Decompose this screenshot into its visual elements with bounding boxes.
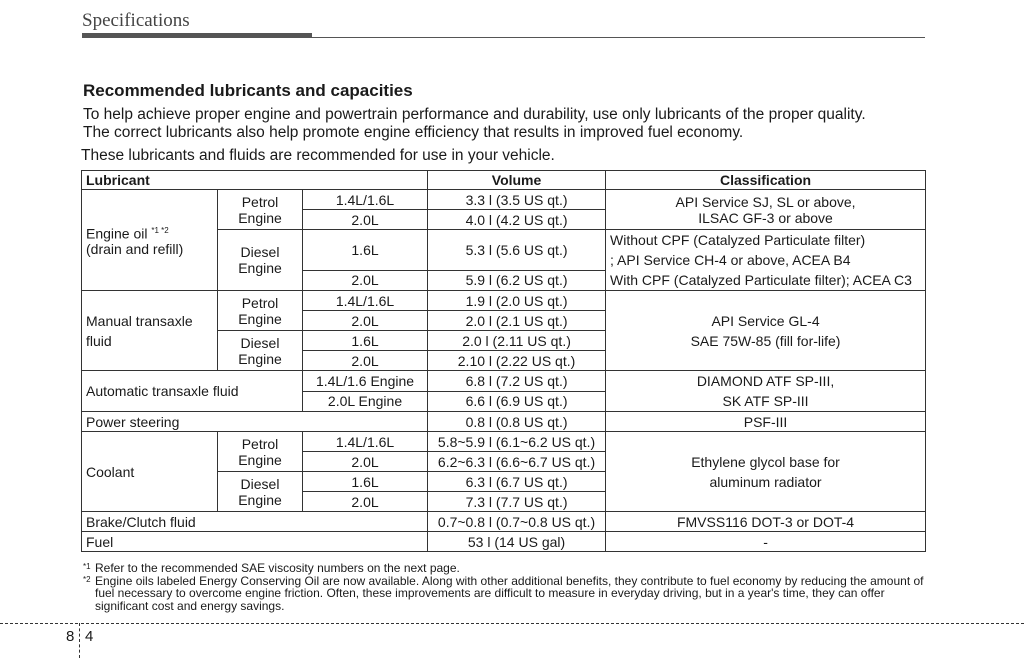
footnote-1: *1 Refer to the recommended SAE viscosity numbers on the next page.	[83, 561, 460, 575]
coolant-diesel: Diesel Engine	[218, 472, 303, 512]
table-row: Engine oil $^{*1 *2}$ (drain and refill) Petrol Engine 1.4L/1.6L 3.3 l (3.5 US qt.) API Service SJ, SL or above, ILSAC GF-3 or above	[82, 190, 926, 210]
table-row: 2.0L 2.10 l (2.22 US qt.)	[82, 351, 926, 371]
footnote-2: *2 Engine oils labeled Energy Conserving Oil are now available. Along with other additional benefits, they contribute to fuel economy by reducing the amount of fuel necessary to overcome engine friction. Often, these improvements are difficult to measure in everyday driving, but in a year's time, they can offer significant cost and energy savings.	[83, 573, 924, 613]
header-volume: Volume	[428, 171, 606, 190]
footnote-marker: *1 *2	[151, 225, 169, 235]
intro-line-1: To help achieve proper engine and powertrain performance and durability, use only lubricants of the proper quality.	[83, 106, 866, 123]
table-row: 2.0L 2.0 l (2.1 US qt.)	[82, 311, 926, 331]
table-row: 2.0L 5.9 l (6.2 US qt.)	[82, 270, 926, 290]
fuel-label: Fuel	[82, 532, 428, 552]
section-title: Recommended lubricants and capacities	[83, 81, 413, 100]
header-lubricant: Lubricant	[82, 171, 428, 190]
brake-clutch-label: Brake/Clutch fluid	[82, 512, 428, 532]
table-row: 2.0L Engine 6.6 l (6.9 US qt.)	[82, 391, 926, 412]
automatic-transaxle-label: Automatic transaxle fluid	[82, 371, 303, 412]
table-row: Fuel 53 l (14 US gal) -	[82, 532, 926, 552]
page-header-title: Specifications	[82, 10, 190, 31]
table-row: Power steering 0.8 l (0.8 US qt.) PSF-III	[82, 412, 926, 432]
engine-oil-petrol-class: API Service SJ, SL or above, ILSAC GF-3 or above	[606, 190, 926, 230]
engine-oil-label: Engine oil $^{*1 *2}$ (drain and refill)	[82, 190, 218, 291]
engine-oil-petrol: Petrol Engine	[218, 190, 303, 230]
header-classification: Classification	[606, 171, 926, 190]
footnote-1-marker: *1	[83, 562, 91, 571]
table-row: 2.0L 6.2~6.3 l (6.6~6.7 US qt.)	[82, 452, 926, 472]
footer-dashed-rule-right	[81, 623, 1024, 624]
table-row: Diesel Engine 1.6L 6.3 l (6.7 US qt.)	[82, 472, 926, 492]
table-row: Diesel Engine 1.6L 5.3 l (5.6 US qt.) Without CPF (Catalyzed Particulate filter) ; API Service CH-4 or above, ACEA B4 With CPF (Catalyzed Particulate filter); ACEA C3	[82, 230, 926, 271]
table-row: Diesel Engine 1.6L 2.0 l (2.11 US qt.)	[82, 331, 926, 351]
table-row: 2.0L 7.3 l (7.7 US qt.)	[82, 492, 926, 512]
page-number: 4	[85, 628, 94, 645]
engine-oil-diesel: Diesel Engine	[218, 230, 303, 291]
manual-transaxle-label: Manual transaxle fluid	[82, 291, 218, 371]
footnotes	[83, 562, 928, 612]
table-row: 2.0L 4.0 l (4.2 US qt.)	[82, 210, 926, 230]
manual-petrol: Petrol Engine	[218, 291, 303, 331]
footnote-2-marker: *2	[83, 574, 91, 584]
engine-oil-diesel-class: Without CPF (Catalyzed Particulate filter) ; API Service CH-4 or above, ACEA B4 With CPF (Catalyzed Particulate filter); ACEA C3	[606, 230, 926, 291]
intro-line-3: These lubricants and fluids are recommended for use in your vehicle.	[81, 147, 555, 164]
manual-diesel: Diesel Engine	[218, 331, 303, 371]
coolant-label: Coolant	[82, 432, 218, 512]
header-rule	[82, 37, 925, 38]
lubricants-table	[81, 170, 926, 552]
manual-class: API Service GL-4 SAE 75W-85 (fill for-life)	[606, 291, 926, 371]
coolant-petrol: Petrol Engine	[218, 432, 303, 472]
table-row: Manual transaxle fluid Petrol Engine 1.4L/1.6L 1.9 l (2.0 US qt.) API Service GL-4 SAE 75W-85 (fill for-life)	[82, 291, 926, 311]
footer-dashed-divider	[79, 623, 80, 658]
table-row: Brake/Clutch fluid 0.7~0.8 l (0.7~0.8 US qt.) FMVSS116 DOT-3 or DOT-4	[82, 512, 926, 532]
automatic-class: DIAMOND ATF SP-III, SK ATF SP-III	[606, 371, 926, 412]
power-steering-label: Power steering	[82, 412, 428, 432]
coolant-class: Ethylene glycol base for aluminum radiator	[606, 432, 926, 512]
table-header-row	[82, 171, 926, 190]
intro-paragraph	[83, 106, 928, 142]
table-row: Coolant Petrol Engine 1.4L/1.6L 5.8~5.9 l (6.1~6.2 US qt.) Ethylene glycol base for aluminum radiator	[82, 432, 926, 452]
table-row: Automatic transaxle fluid 1.4L/1.6 Engine 6.8 l (7.2 US qt.) DIAMOND ATF SP-III, SK ATF SP-III	[82, 371, 926, 392]
chapter-number: 8	[66, 628, 75, 645]
footer-dashed-rule-left	[0, 623, 78, 624]
intro-line-2: The correct lubricants also help promote engine efficiency that results in improved fuel economy.	[83, 124, 744, 141]
